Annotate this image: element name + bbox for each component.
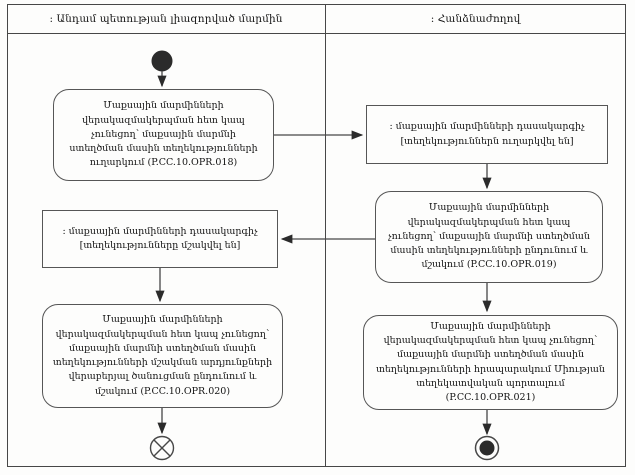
action-label: Մաքսային մարմինների վերակազմակերպման հետ կապ չունեցող՝ մաքսային մարմնի ստեղծման մասին տեղեկությունների մշակման արդյունքների վերաբերյալ ծանուցման ընդունում և մշակում (P.CC.10.OPR.020) [52, 314, 273, 397]
object-state: [տեղեկությունները մշակվել են] [79, 240, 241, 251]
object-classifier-information-sent [366, 105, 608, 164]
object-classifier-information-processed [42, 210, 278, 268]
lane-header-divider [7, 33, 626, 34]
action-label: Մաքսային մարմինների վերակազմակերպման հետ կապ չունեցող՝ մաքսային մարմնի ստեղծման մասին տեղեկությունների ուղարկում (P.CC.10.OPR.018) [69, 100, 258, 169]
action-receive-process-019 [375, 191, 603, 283]
lane-divider [325, 4, 326, 467]
object-title: : մաքսային մարմինների դասակարգիչ [62, 225, 258, 237]
object-title: : մաքսային մարմինների դասակարգիչ [389, 121, 585, 133]
object-state: [տեղեկություններն ուղարկվել են] [400, 135, 574, 147]
action-publish-portal-021 [363, 315, 618, 410]
action-send-information-018 [53, 89, 274, 181]
action-label: Մաքսային մարմինների վերակազմակերպման հետ կապ չունեցող՝ մաքսային մարմնի ստեղծման մասին տեղեկությունների հրապարակում Միության տեղեկատվական պորտալում (P.CC.10.OPR.021) [376, 320, 605, 403]
action-receive-notification-020 [42, 304, 283, 408]
action-label: Մաքսային մարմինների վերակազմակերպման հետ կապ չունեցող՝ մաքսային մարմնի ստեղծման մասին տեղեկությունների ընդունում և մշակում (P.CC.10.OPR.019) [388, 202, 590, 271]
lane-title-commission: : Հանձնաժողով [430, 12, 521, 25]
lane-title-authorized-body: : Անդամ պետության լիազորված մարմին [49, 12, 283, 25]
